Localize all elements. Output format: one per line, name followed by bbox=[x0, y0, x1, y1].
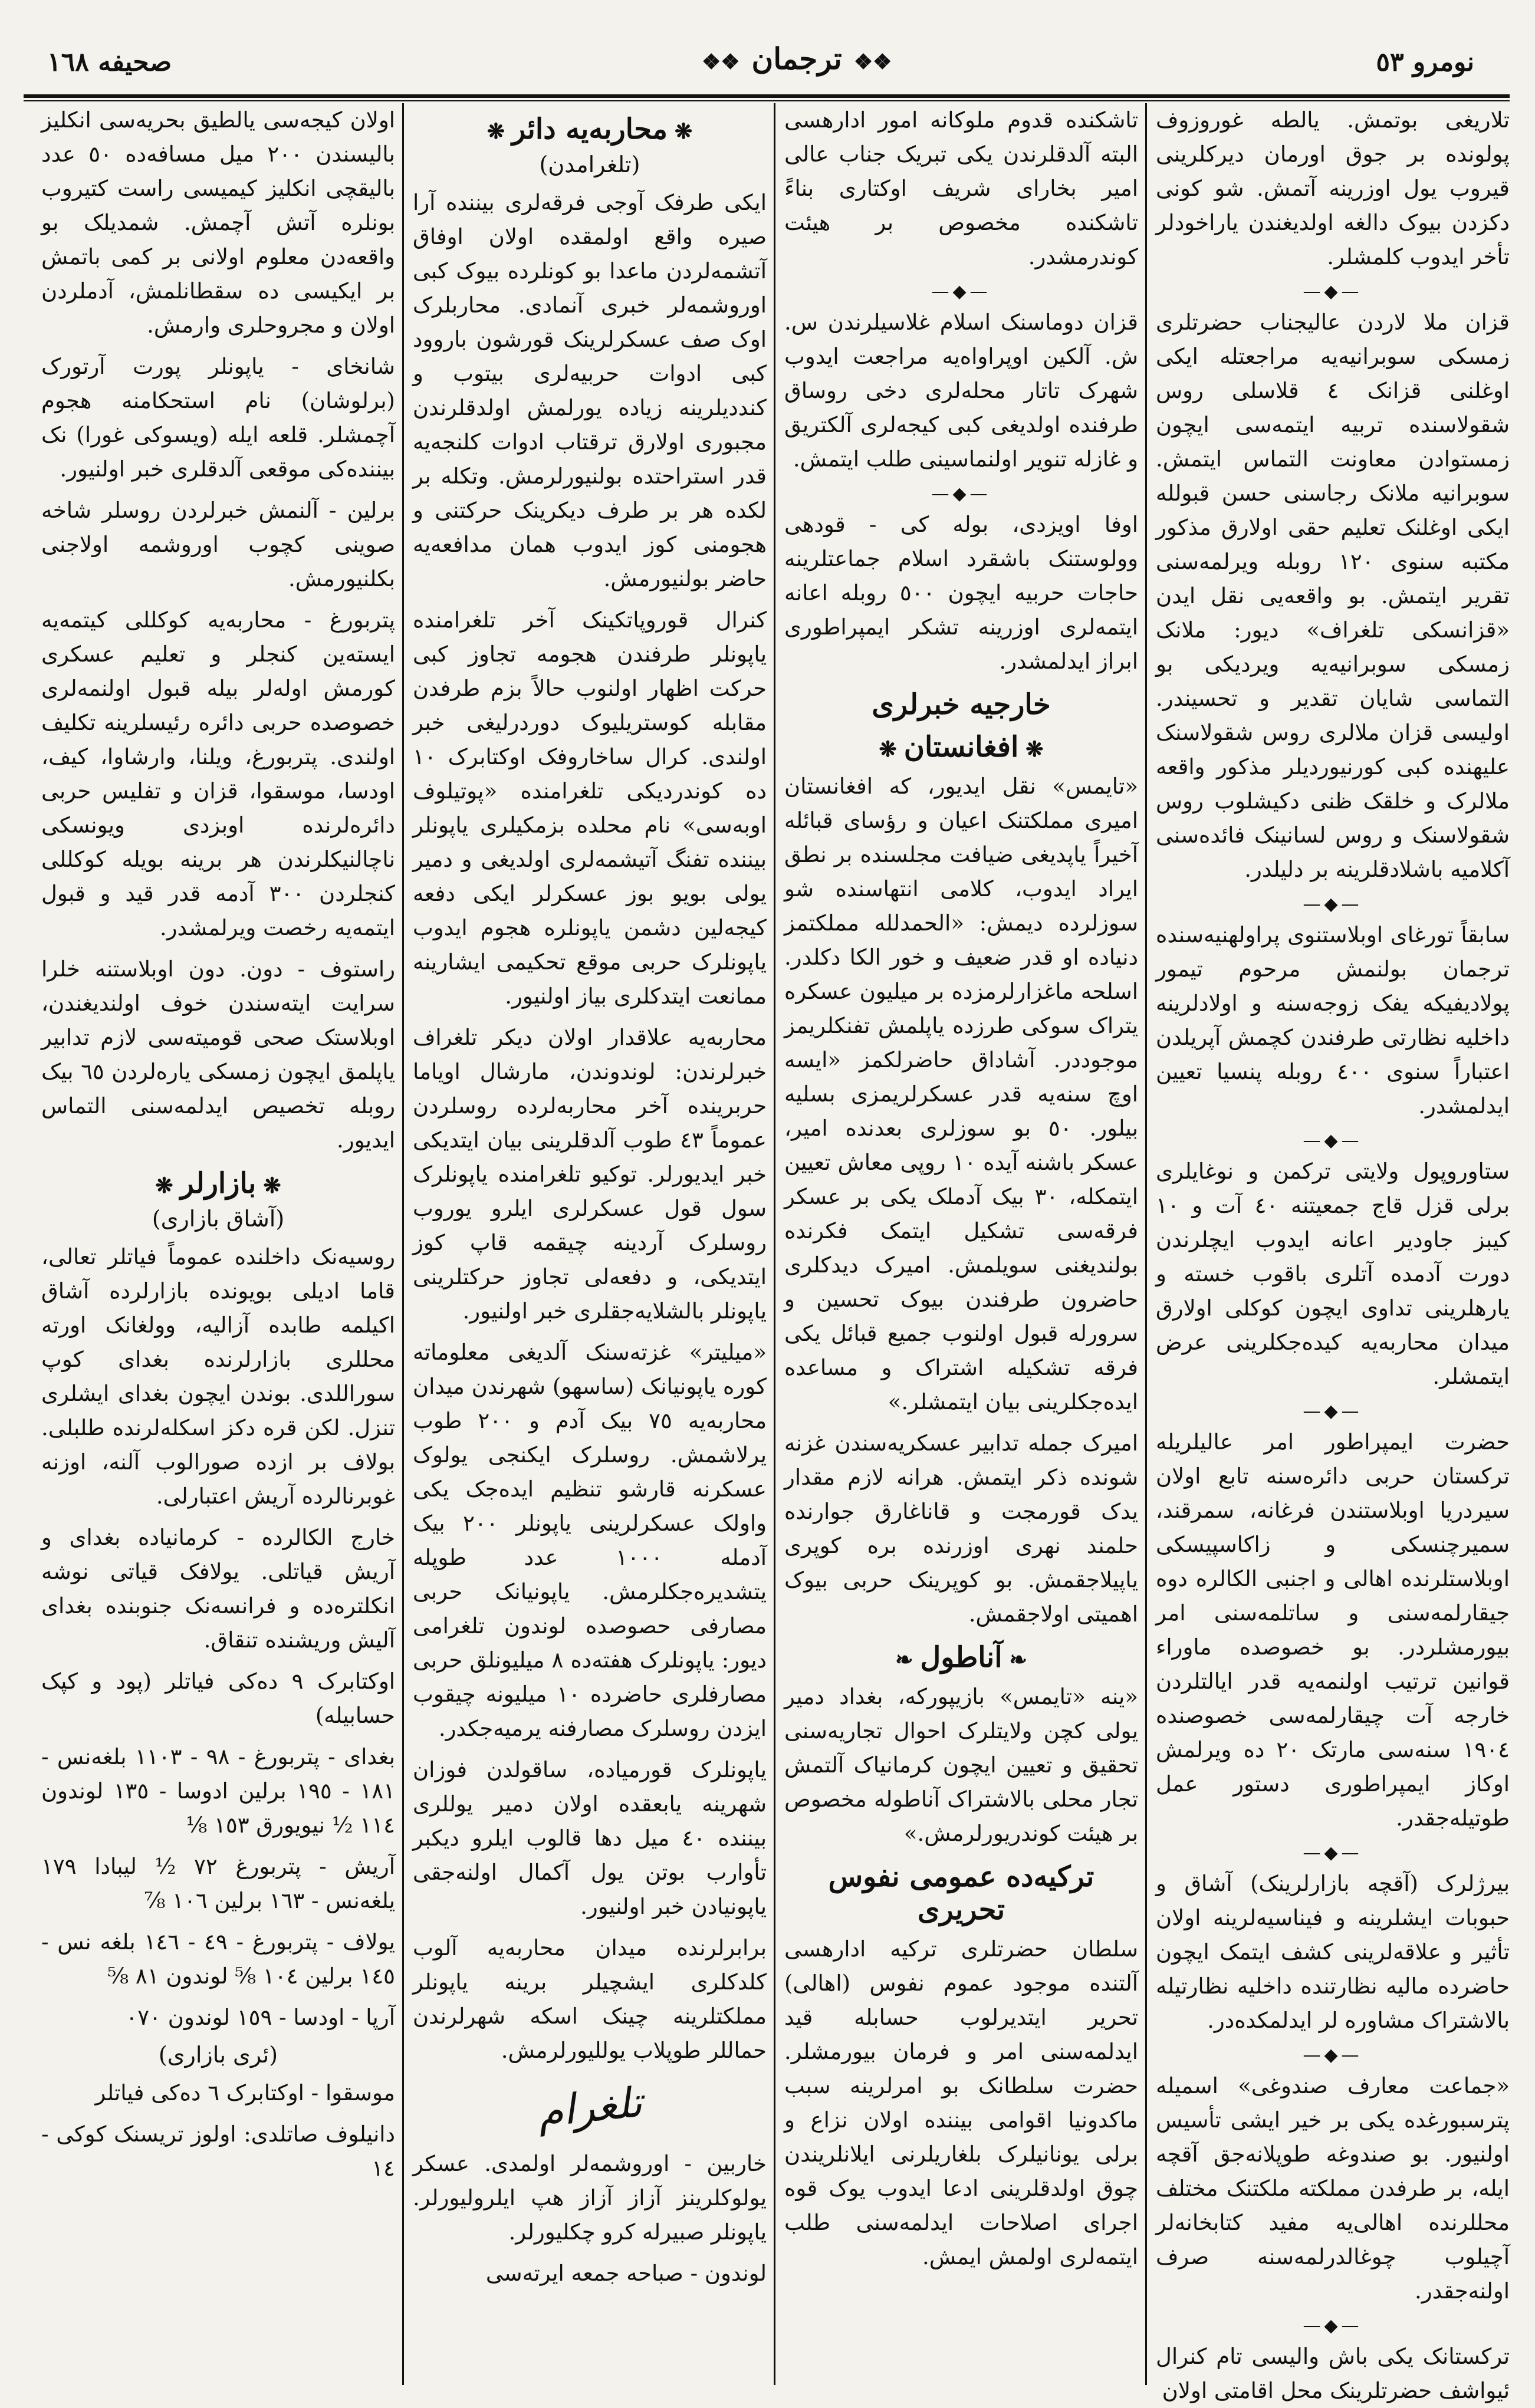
ornament-icon: ❋ bbox=[674, 119, 693, 144]
separator: —◆— bbox=[1303, 281, 1363, 302]
ornament-icon: ❧ bbox=[1009, 1647, 1027, 1672]
article-paragraph: سابقاً تورغای اوبلاستنوی پراولهنیه‌سنده ترجمان بولنمش مرحوم تیمور پولادیفیکه یفک زوجه‌سنه و اولادلرینه داخلیه نظارتی طرفندن کچمش آپریلدن اعتباراً سنوی ٤٠٠ روبله پنسیا تعیین ایدلمشدر. bbox=[1156, 922, 1510, 1119]
column-divider bbox=[402, 103, 404, 2385]
page-number: ۱٦۸ صحیفه bbox=[47, 47, 172, 77]
article-paragraph: برلین - آلنمش خبرلردن روسلر شاخه صوینی کچوب اوروشمه اولاجنی بکلنیورمش. bbox=[41, 498, 395, 591]
section-heading-afghanistan bbox=[784, 731, 1138, 764]
article-paragraph: بیرژلرک (آقچه بازارلرینک) آشاق و حبوبات ایشلرینه و فیناسیه‌لرینه اولان تأثیر و علاقه‌لرینی کشف ایتمک ایچون حاضرده مالیه نظارتنده داخلیه نظارتیله بالاشتراک مشاوره لر ایدلمکده‌در. bbox=[1156, 1871, 1510, 2033]
column-2 bbox=[784, 103, 1138, 2385]
article-paragraph: تلاریغی بوتمش. یالطه غوروزوف پولونده بر جوق اورمان دیرکلرینی قیروب یول اوزرینه آتمش. شو کونی دکزدن بیوک دالغه اولدیغندن یاراخودلر تأخر ایدوب کلمشلر. bbox=[1156, 107, 1510, 269]
separator: —◆— bbox=[1303, 1401, 1363, 1422]
article-paragraph: قزان ملا لاردن عالیجناب حضرتلری زمسکی سوبرانیه‌یه مراجعتله ایکی اوغلنی قزانک ٤ قلاسلی روس شقولاسنده تربیه ایتمه‌سی ایچون زمستوادن معاونت التماس ایتمش. سوبرانیه ملانک رجاسنی حسن قبولله ایکی اوغلنک تعلیم حقی اولارق مذکور مکتبه سنوی ۱۲۰ روبله ویرلمه‌سنی تقریر ایتمش. بو واقعه‌یی نقل ایدن «قزانسکی تلغراف» دیور: ملانک زمسکی سوبرانیه‌یه ویردیکی بو التماسی شایان تقدیر و تحسیندر. اولیسی قزان ملالری روس شقولاسنک علیهنده کبی کورنیوردیلر مذکور واقعه ملالرک و خلقک ظنی دکیشلوب روس شقولاسنک و روس لسانینک فائده‌سنی آکلامیه باشلادقلرینه بر دلیلدر. bbox=[1156, 310, 1510, 882]
column-divider bbox=[1145, 103, 1147, 2385]
section-heading-census bbox=[784, 1860, 1138, 1926]
article-paragraph: ترکستانک یکی باش والیسی تام کنرال ئیواشف حضرتلرینک محل اقامتی اولان bbox=[1156, 2344, 1510, 2403]
issue-number: نومرو ٥٣ bbox=[1376, 47, 1474, 77]
ornament-icon: ❋ bbox=[487, 119, 505, 144]
article-paragraph: «جماعت معارف صندوغی» اسمیله پترسبورغده یکی بر خیر ایشی تأسیس اولنیور. بو صندوغه طوپلانه‌جق آقچه ایله، بر طرفدن مملکته ملکتنک مختلف محللرنده اهالی‌یه مفید کتابخانه‌لر آچیلوب چوغالدرلمه‌سنه صرف اولنه‌جقدر. bbox=[1156, 2073, 1510, 2304]
article-paragraph: شانخای - یاپونلر پورت آرتورک (برلوشان) نام استحکامنه هجوم آچمشلر. قلعه ایله (ویسوکی غورا) نک بیننده‌کی موقعی آلدقلری خبر اولنیور. bbox=[41, 354, 395, 482]
newspaper-title: ❖❖ ترجمان ❖❖ bbox=[690, 41, 903, 76]
article-paragraph: خارج الکالرده - کرمانیاده بغدای و آریش قیاتلی. یولافک قیاتی نوشه انکلتره‌ده و فرانسه‌نک جنوبنده بغدای آلیش وریشنده تنقاق. bbox=[41, 1525, 395, 1653]
anatolia-title: آناطول bbox=[920, 1641, 1002, 1674]
article-paragraph: حضرت ایمپراطور امر عالیلریله ترکستان حربی دائره‌سنه تابع اولان سیردریا اوبلاستندن فرغانه، سمرقند، سمیرچنسکی و زاکاسپیسکی اوبلاستلرنده اهالی و اجنبی الکالره دوه جیقارلمه‌سنی و ساتلمه‌سنی امر بیورمشلردر. بو خصوصده ماوراء قوانین ترتیب اولنمه‌یه قدر ایالتلردن خارجه آت چیقارلمه‌سی خصوصنده ۱۹٠٤ سنه‌سی مارتک ۲٠ ده ویرلمش اوکاز ایمپراطوری دستور عمل طوتیله‌جقدر. bbox=[1156, 1429, 1510, 1831]
separator: —◆— bbox=[1303, 2045, 1363, 2065]
article-paragraph: ستاوروپول ولایتی ترکمن و نوغایلری برلی قزل قاج جمعیتنه ٤٠ آت و ۱٠ کیبز جاودیر اعانه ایدوب ایچلرندن دورت آدمده آتلری باقوب خسته و یارهلرینی تداوی ایچون کوکلی اولارق میدان محاربه‌یه کیده‌جکلرینی عرض ایتمشلر. bbox=[1156, 1159, 1510, 1389]
markets-title: بازارلر bbox=[180, 1167, 257, 1200]
price-line: بغدای - پتربورغ - ۹۸ - ۱۱٠٣ بلغه‌نس - ۱۸۱ - ۱۹٥ برلین ادوسا - ۱٣٥ لوندون ۱۱٤ ½ نیویورق ۱٥٣ ⅛ bbox=[41, 1744, 395, 1838]
article-paragraph: برابرلرنده میدان محاربه‌یه آلوب کلدکلری ایشچیلر برینه یاپونلر مملکتلرینه چینک اسکه شهرلرندن حماللر طوپلاب یوللیورلرمش. bbox=[413, 1935, 767, 2063]
article-paragraph: امیرک جمله تدابیر عسکریه‌سندن غزنه شونده ذکر ایتمش. هرانه لازم مقدار یدک قورمجت و قاناغارق جوارنده حلمند نهری اوزرنده بره کوپری یاپیلاجقمش. بو کوپرینک حربی بیوک اهمیتی اولاجقمش. bbox=[784, 1430, 1138, 1627]
telegram-calligraphy: تلغرام bbox=[535, 2077, 645, 2137]
article-paragraph: خاربین - اوروشمه‌لر اولمدی. عسکر یولوکلرینز آزاز آزاز هپ ایلرولیورلر. یاپونلر صبیرله کرو چکلیورلر. bbox=[413, 2151, 767, 2245]
ornament-icon: ❋ bbox=[879, 737, 897, 762]
ornament-icon: ❋ bbox=[155, 1173, 173, 1198]
foreign-news-title: خارجیه خبرلری bbox=[872, 688, 1051, 721]
price-line: دانیلوف صاتلدی: اولوز تریسنک کوکی - ۱٤ bbox=[41, 2121, 395, 2181]
article-paragraph: قزان دوماسنک اسلام غلاسیلرندن س. ش. آلکین اوپراواه‌یه مراجعت ایدوب شهرک تاتار محله‌لری دخی روساق طرفنده اولدیغی کبی کیجه‌لری آلکتریق و غازله تنویر اولنماسینی طلب ایتمش. bbox=[784, 310, 1138, 472]
masthead-rule bbox=[24, 94, 1510, 101]
separator: —◆— bbox=[1303, 2315, 1363, 2336]
article-paragraph: اولان کیجه‌سی یالطیق بحریه‌سی انکلیز بالیسندن ۲٠٠ میل مسافه‌ده ٥٠ عدد بالیقچی انکلیز کیمیسی راست کتیروب بونلره آتش آچمش. شمدیلک بو واقعه‌دن معلوم اولانی بر کمی باتمش بر ایکیسی ده سقطانلمش، آدملردن اولان و مجروحلری وارمش. bbox=[41, 107, 395, 338]
afghanistan-title: افغانستان bbox=[903, 731, 1019, 764]
war-subheading: (تلغرامدن) bbox=[539, 152, 640, 177]
price-line: آریش - پتربورغ ۷۲ ½ لیبادا ۱۷۹ یلغه‌نس - ۱٦٣ برلین ۱٠٦ ⅞ bbox=[41, 1854, 396, 1913]
column-divider bbox=[774, 103, 775, 2385]
section-heading-foreign-news bbox=[784, 688, 1138, 721]
article-paragraph: «میلیتر» غزته‌سنک آلدیغی معلوماته کوره یاپونیانک (ساسهو) شهرندن میدان محاربه‌یه ۷٥ بیک آدم و ۲٠٠ طوب یرلاشمش. روسلرک ایکنجی یولوک عسکرنه قارشو تنظیم ایده‌جک یکی واولک عسکرلرینی یاپونلر ۲٠٠ بیک آدمله ۱٠٠٠ عدد طوپله یتشدیره‌جکلرمش. یاپونیانک حربی مصارفی حصوصده لوندون تلغرامی دیور: یاپونلرک هفته‌ده ۸ میلیونلق حربی مصارفلری حاضرده ۱٠ میلیونه چیقوب ایزدن روسلرک مصارفنه یرمیه‌جکدر. bbox=[413, 1340, 767, 1741]
masthead bbox=[24, 35, 1510, 94]
article-paragraph: تاشکنده قدوم ملوکانه امور ادارهسی البته آلدقلرندن یکی تبریک جناب عالی امیر بخارای شریف اوکتاری بناءً تاشکنده مخصوص بر هیئت کوندرمشدر. bbox=[784, 107, 1138, 269]
price-line: آرپا - اودسا - ۱٥۹ لوندون ٠۷٠ bbox=[126, 2005, 395, 2030]
section-heading-anatolia bbox=[784, 1641, 1138, 1674]
columns bbox=[24, 103, 1510, 2403]
article-paragraph: اوکتابرک ۹ ده‌کی فیاتلر (پود و کپک حسابیله) bbox=[41, 1669, 395, 1728]
separator: —◆— bbox=[1303, 1843, 1363, 1863]
column-4 bbox=[41, 103, 395, 2385]
ornament-icon: ❋ bbox=[1025, 737, 1044, 762]
separator: —◆— bbox=[931, 281, 991, 302]
census-title: ترکیه‌ده عمومی نفوس تحریری bbox=[828, 1860, 1094, 1926]
article-paragraph: اوفا اویزدی، بوله کی - قودهی وولوستنک باشقرد اسلام جماعتلرینه حاجات حربیه ایچون ٥٠٠ روبله اعانه ایتمه‌لری اوزرینه تشکر ایمپراطوری ابراز ایدلمشدر. bbox=[784, 512, 1138, 674]
article-paragraph: کنرال قوروپاتکینک آخر تلغرامنده یاپونلر طرفندن هجومه تجاوز کبی حرکت اظهار اولنوب حالاً بزم طرفدن مقابله کوستریلیوک دوردرلیغی خبر اولندی. کرال ساخاروفک اوکتابرک ۱٠ ده کوندردیکی تلغرامنده «پوتیلوف اوبه‌سی» نام محلده بزمکیلری یاپونلر بیننده تفنگ آتیشمه‌لری اولدیغی و دمیر یولی بویو بوز عسکرلر ایکی دفعه کیجه‌لین دشمن یاپونلر‌ه هجوم ایدوب یاپونلرک حربی موقع تحکیمی ایشارینه ممانعت ایتدکلری بیاز اولنیور. bbox=[413, 607, 767, 1009]
war-title: محاربه‌یه دائر bbox=[512, 113, 668, 146]
article-paragraph: «تایمس» نقل ایدیور، که افغانستان امیری مملکتنک اعیان و رؤسای قبائله آخیراً یاپدیغی ضیافت مجلسنده بر نطق ایراد ایدوب، کلامی انتهاسنده شو سوزلرده دیمش: «الحمدلله مملکتمز دنیاده او قدر ضعیف و خور الکا دکلدر. اسلحه ماغزارلرمزده بر میلیون عسکره یتراک سوکی طرزده یاپلمش تفنکلریمز موجوددر. آشاداق حاضرلکمز «ایسه اوچ سنه‌یه قدر عسکرلریمزی بسلیه بیلور. ٥٠ بو سوزلری بعدنده امیر، عسکر باشنه آیده ۱٠ روپی معاش تعیین ایتمکله، ٣٠ بیک آدملک یکی بر عسکر فرقه‌سی تشکیل ایتمک فکرنده بولندیغنی سویلمش. امیرک دیدکلری حاضرون طرفندن بیوک تحسین و سرورله قبول اولنوب جمیع قبائل یکی فرقه تشکیله اشتراک و مساعده ایده‌جکلرینی بیان ایتمشلر.» bbox=[784, 774, 1139, 1414]
article-paragraph: «ینه «تایمس» بازیپورکه، بغداد دمیر یولی کچن ولایتلرک احوال تجاریه‌سنی تحقیق و تعیین ایچون کرمانیاک آلتمش تجار محلی بالاشتراک آناطوله مخصوص بر هیئت کوندریورلرمش.» bbox=[784, 1684, 1138, 1846]
article-paragraph: یاپونلرک قورمیاده، ساقولدن فوزان شهرینه یابعقده اولان دمیر یوللری بیننده ٤٠ میل دها قالوب ایلرو دیکبر تأوارب بوتن یول آکمال اولنه‌جقی یاپونیادن خبر اولنیور. bbox=[413, 1757, 767, 1919]
section-heading-war bbox=[413, 113, 767, 146]
price-line: یولاف - پتربورغ - ٤۹ - ۱٤٦ بلغه نس - ۱٤٥ برلین ۱٠٤ ⅝ لوندون ۸۱ ⅝ bbox=[41, 1929, 395, 1989]
ornament-icon: ❋ bbox=[263, 1173, 281, 1198]
ornament-icon: ❧ bbox=[895, 1647, 913, 1672]
article-paragraph: پتربورغ - محاربه‌یه کوکللی کیتمه‌یه ایسته‌ین کنجلر و تعلیم عسکری کورمش اوله‌لر بیله قبول اولنمه‌لری خصوصده حربی دائره رئیسلرینه تکلیف اولندی. پتربورغ، ویلنا، وارشاوا، کیف، اودسا، موسقوا، قزان و تفلیس حربی دائره‌لرنده اوبزدی ویونسکی ناچالنیکلرندن هر برینه بویله کوکللی کنجلردن ٣٠٠ آدمه قدر قید و قبول ایتمه‌یه رخصت ویرلمشدر. bbox=[41, 607, 395, 940]
butter-market-subheading: (ئری بازاری) bbox=[158, 2042, 278, 2068]
separator: —◆— bbox=[1303, 1130, 1363, 1151]
separator: —◆— bbox=[931, 483, 991, 504]
markets-subheading: (آشاق بازاری) bbox=[152, 1206, 285, 1232]
article-paragraph: لوندون - صباحه جمعه ایرته‌سی bbox=[485, 2261, 767, 2286]
section-heading-markets bbox=[41, 1167, 395, 1200]
article-paragraph: راستوف - دون. دون اوبلاستنه خلرا سرایت ایته‌سندن خوف اولندیغندن، اوبلاستک صحی قومیته‌سی لازم تدابیر یاپلمق ایچون زمسکی یاره‌لردن ٦٥ بیک روبله تخصیص ایدلمه‌سنی التماس ایدیور. bbox=[41, 956, 395, 1153]
article-paragraph: روسیه‌نک داخلنده عموماً فیاتلر تعالی، قاما ادیلی بویونده بازارلرده آشاق اکیلمه طابده آزالیه، وولغانک اورته محللری بازارلرنده بغدای کوپ سوراللدی. بوندن ایچون بغدای ایشلری تنزل. لکن قره دکز اسکله‌لرنده طلبلی. بولاف بر ازده صورالوب آلنه، اوزنه غوبرنالرده آریش اعتبارلی. bbox=[41, 1244, 395, 1509]
article-paragraph: سلطان حضرتلری ترکیه ادارهسی آلتنده موجود عموم نفوس (اهالی) تحریر ایتدیرلوب حسابله قید ایدلمه‌سنی امر و فرمان بیورمشلر. حضرت سلطانک بو امرلرینه سبب ماکدونیا اقوامی بیننده اولان نزاع و برلی یونانیلرک بلغاریلرنی ایلانلریندن چوق اولدقلرینی ادعا ایدوب یوک قوه اجرای اصلاحات ایدلمه‌سنی طلب ایتمه‌لری اولمش ایمش. bbox=[784, 1936, 1138, 2269]
column-3 bbox=[413, 103, 767, 2385]
article-paragraph: محاربه‌یه علاقدار اولان دیکر تلغراف خبرلرندن: لوندوندن، مارشال اویاما حربرینده آخر محاربه‌لرده روسلردن عموماً ٤٣ طوب آلدقلرینی بیان ایتدیکی خبر ایدیورلر. توکیو تلغرامنده یاپونلرک سول قول عسکرلری ایلرو یوروب روسلرک آردینه چیقمه قاپ کوز ایتدیکی، و دفعه‌لی تجاوز حرکتلرینی یاپونلر بالشلایه‌جقلری خبر اولنیور. bbox=[413, 1025, 767, 1324]
separator: —◆— bbox=[1303, 894, 1363, 914]
column-1 bbox=[1156, 103, 1510, 2403]
article-paragraph: ایکی طرفک آوجی فرقه‌لری بیننده آرا صیره واقع اولمقده اولان اوفاق آتشمه‌لردن ماعدا بو کونلرده بیوک کبی اوروشمه‌لر خبری آنمادی. محاربلرک اوک صف عسکرلرینک قورشون باروود کبی ادوات حربیه‌لری بیتوب و کنددیلرینه زیاده یورلمش اولدقلرندن مجبوری اولارق ترقتاب ادوات کلنجه‌یه قدر استراحتده بولنیورلرمش. وتکله بر لکده هر بر طرف دیکرینک حرکتنی و هجومنی کوز ایدوب همان مدافعه‌یه حاضر بولنیورمش. bbox=[413, 190, 767, 591]
price-line: موسقوا - اوکتابرک ٦ ده‌کی فیاتلر bbox=[95, 2080, 395, 2106]
